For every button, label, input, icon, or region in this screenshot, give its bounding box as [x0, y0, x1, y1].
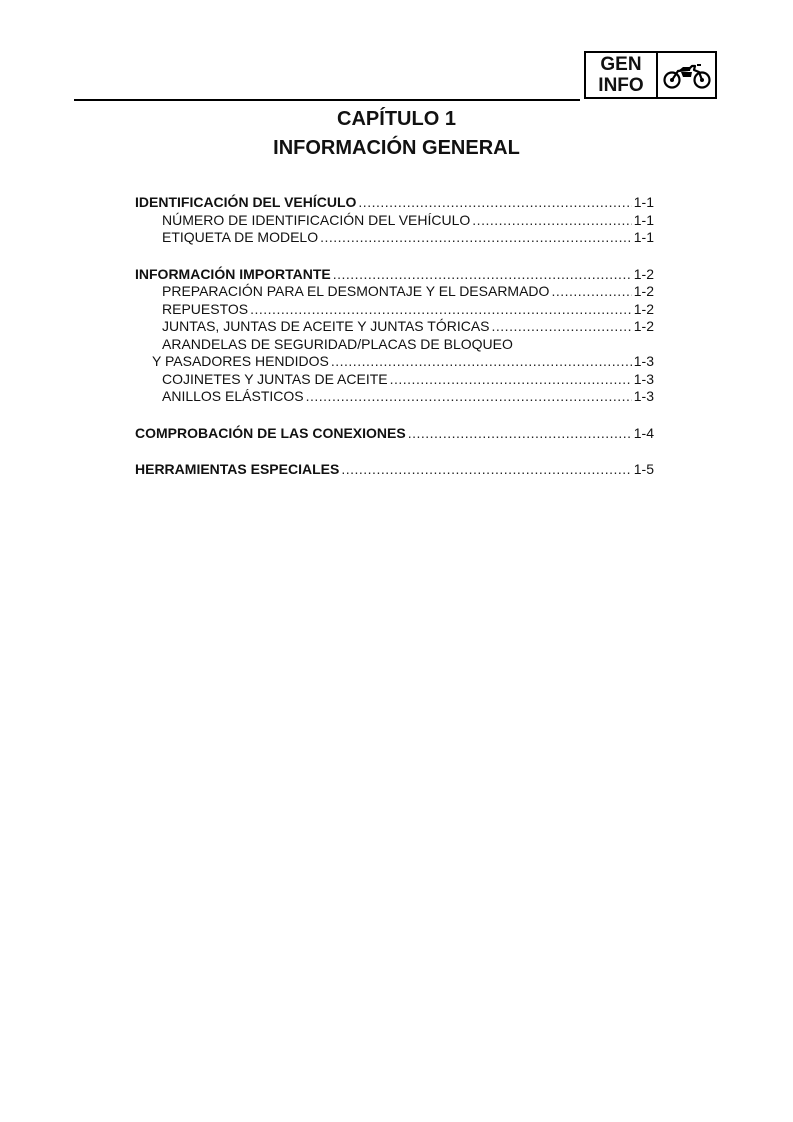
toc-entry[interactable]	[135, 336, 654, 354]
table-of-contents	[135, 194, 654, 498]
toc-entry-label: Y PASADORES HENDIDOS	[152, 353, 329, 369]
toc-entry-page: 1-3	[633, 388, 654, 404]
badge-text	[586, 53, 658, 97]
toc-entry-page: 1-3	[633, 353, 654, 369]
badge-line2: INFO	[598, 75, 644, 96]
toc-entry-label: HERRAMIENTAS ESPECIALES	[135, 461, 340, 477]
toc-section	[135, 461, 654, 479]
toc-entry-page: 1-2	[633, 265, 654, 282]
toc-entry-label: PREPARACIÓN PARA EL DESMONTAJE Y EL DESARMADO	[162, 283, 550, 299]
toc-entry[interactable]	[135, 229, 654, 247]
leader-dots	[390, 371, 632, 389]
toc-entry-label: ETIQUETA DE MODELO	[162, 229, 319, 245]
toc-entry[interactable]	[135, 353, 654, 371]
leader-dots	[341, 461, 631, 479]
toc-entry-page: 1-3	[633, 370, 654, 387]
toc-entry-label: NÚMERO DE IDENTIFICACIÓN DEL VEHÍCULO	[162, 211, 471, 228]
toc-entry-label: COJINETES Y JUNTAS DE ACEITE	[162, 370, 388, 387]
chapter-number: CAPÍTULO 1	[337, 108, 456, 130]
leader-dots	[408, 425, 632, 443]
toc-entry[interactable]	[135, 318, 654, 336]
toc-section	[135, 266, 654, 406]
leader-dots	[250, 301, 632, 319]
toc-section	[135, 425, 654, 443]
toc-entry-label: REPUESTOS	[162, 300, 249, 317]
toc-entry-page: 1-1	[633, 211, 654, 228]
leader-dots	[492, 318, 632, 336]
toc-entry[interactable]	[135, 266, 654, 284]
leader-dots	[331, 353, 632, 371]
section-badge	[584, 51, 717, 99]
toc-entry-page: 1-2	[633, 283, 654, 299]
toc-entry[interactable]	[135, 461, 654, 479]
leader-dots	[551, 283, 631, 301]
leader-dots	[358, 194, 631, 212]
motorcycle-icon	[658, 53, 715, 97]
toc-entry-label: INFORMACIÓN IMPORTANTE	[135, 265, 331, 282]
leader-dots	[320, 229, 632, 247]
header-rule	[74, 99, 580, 101]
toc-entry-page: 1-1	[633, 229, 654, 245]
toc-entry-page: 1-5	[633, 461, 654, 477]
toc-entry[interactable]	[135, 194, 654, 212]
toc-section	[135, 194, 654, 247]
toc-entry[interactable]	[135, 388, 654, 406]
toc-entry-page: 1-4	[633, 424, 654, 441]
badge-line1: GEN	[600, 54, 642, 75]
toc-entry-label: ANILLOS ELÁSTICOS	[162, 388, 304, 404]
toc-entry[interactable]	[135, 371, 654, 389]
toc-entry[interactable]	[135, 283, 654, 301]
leader-dots	[333, 266, 632, 284]
leader-dots	[472, 212, 631, 230]
chapter-title: INFORMACIÓN GENERAL	[273, 137, 520, 159]
toc-entry-page: 1-1	[633, 194, 654, 210]
toc-entry-page: 1-2	[633, 300, 654, 317]
toc-entry[interactable]	[135, 212, 654, 230]
toc-entry-page: 1-2	[633, 318, 654, 334]
toc-entry[interactable]	[135, 425, 654, 443]
toc-entry-label: IDENTIFICACIÓN DEL VEHÍCULO	[135, 194, 357, 210]
toc-entry-label: JUNTAS, JUNTAS DE ACEITE Y JUNTAS TÓRICAS	[162, 318, 490, 334]
toc-entry-label: ARANDELAS DE SEGURIDAD/PLACAS DE BLOQUEO	[162, 335, 513, 352]
toc-entry[interactable]	[135, 301, 654, 319]
leader-dots	[306, 388, 632, 406]
toc-entry-label: COMPROBACIÓN DE LAS CONEXIONES	[135, 424, 406, 441]
